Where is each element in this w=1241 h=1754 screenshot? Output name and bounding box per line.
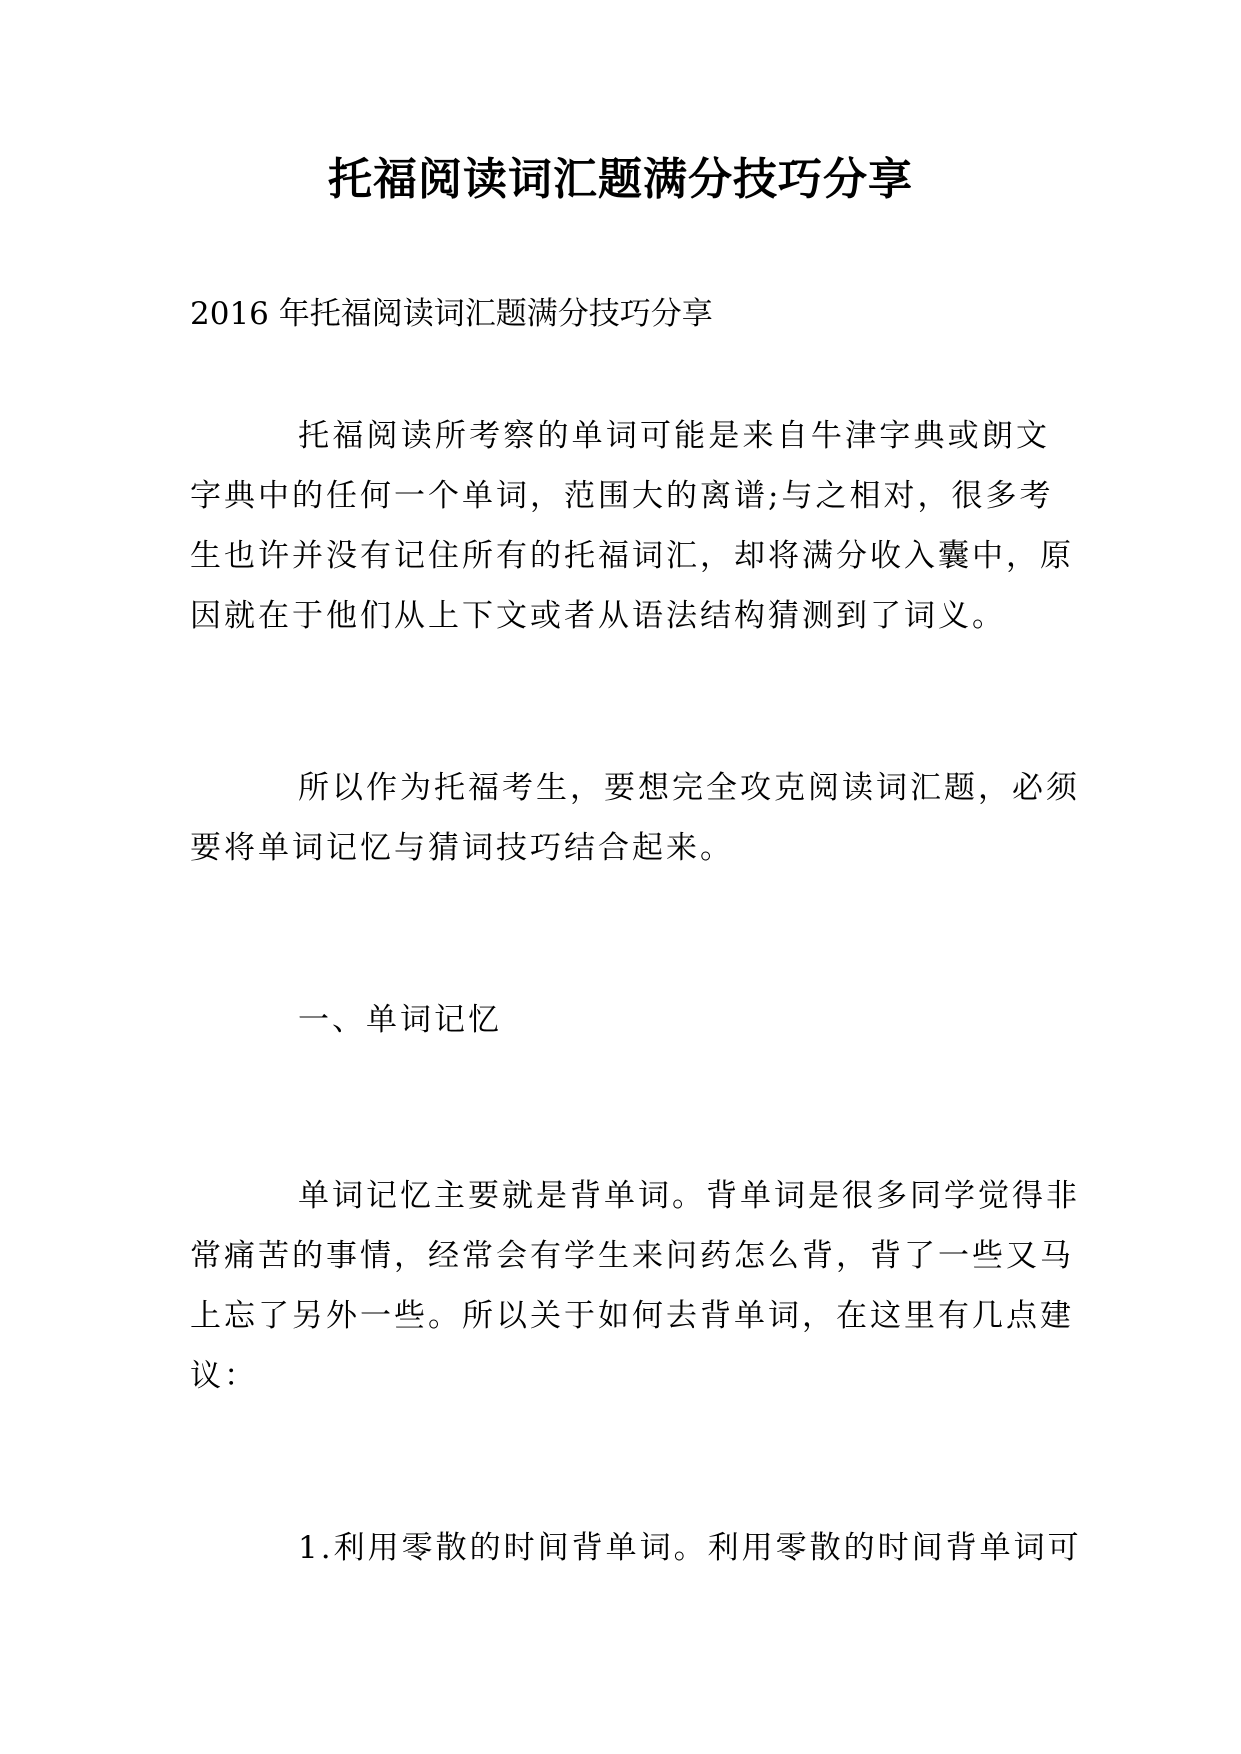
paragraph-line: 单词记忆主要就是背单词。背单词是很多同学觉得非 [298, 1178, 1080, 1214]
section-heading-word-memory [190, 990, 1050, 1050]
paragraph-line: 上忘了另外一些。所以关于如何去背单词，在这里有几点建 [190, 1298, 1074, 1334]
section-heading-line: 一、单词记忆 [298, 1002, 502, 1038]
paragraph-line: 1.利用零散的时间背单词。利用零散的时间背单词可 [298, 1530, 1082, 1566]
paragraph-line: 要将单词记忆与猜词技巧结合起来。 [190, 830, 734, 866]
paragraph-line: 议： [190, 1358, 258, 1394]
paragraph-approach [190, 758, 1080, 878]
paragraph-line: 生也许并没有记住所有的托福词汇，却将满分收入囊中，原 [190, 538, 1074, 574]
paragraph-tip-1 [190, 1518, 1082, 1578]
paragraph-line: 所以作为托福考生，要想完全攻克阅读词汇题，必须 [298, 770, 1080, 806]
paragraph-line: 常痛苦的事情，经常会有学生来问药怎么背，背了一些又马 [190, 1238, 1074, 1274]
paragraph-line: 因就在于他们从上下文或者从语法结构猜测到了词义。 [190, 598, 1006, 634]
paragraph-line: 托福阅读所考察的单词可能是来自牛津字典或朗文 [298, 418, 1050, 454]
paragraph-word-memory [190, 1166, 1080, 1406]
paragraph-line: 字典中的任何一个单词，范围大的离谱;与之相对，很多考 [190, 478, 1054, 514]
document-title: 托福阅读词汇题满分技巧分享 [328, 154, 913, 205]
paragraph-intro [190, 406, 1074, 646]
document-subtitle: 2016 年托福阅读词汇题满分技巧分享 [190, 296, 713, 332]
